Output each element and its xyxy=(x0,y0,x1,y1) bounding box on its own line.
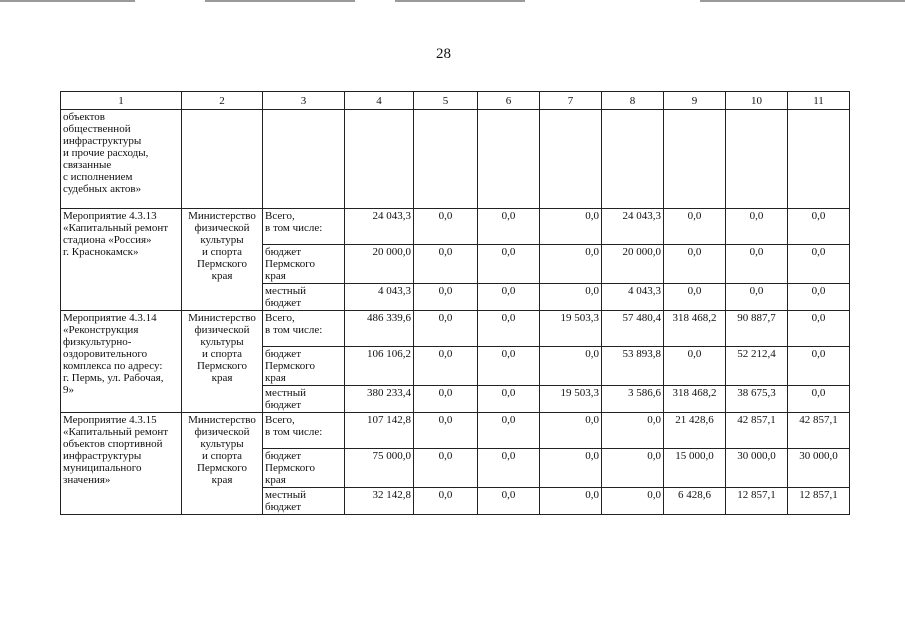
measure-name-cell xyxy=(61,413,182,515)
value-cell: 19 503,3 xyxy=(540,311,602,347)
text-line: оздоровительного xyxy=(63,348,148,360)
scan-edge-line xyxy=(395,0,525,2)
text-line: Всего, xyxy=(265,312,295,324)
value-cell: 0,0 xyxy=(478,311,540,347)
text-line: местный xyxy=(265,489,306,501)
budget-type-cell xyxy=(263,488,345,515)
text-line: Всего, xyxy=(265,210,295,222)
text-line: Всего, xyxy=(265,414,295,426)
value-cell: 0,0 xyxy=(478,284,540,311)
value-cell: 53 893,8 xyxy=(602,347,664,386)
text-line: культуры xyxy=(200,234,244,246)
budget-type-cell xyxy=(263,413,345,449)
text-line: и спорта xyxy=(201,246,243,258)
value-cell: 20 000,0 xyxy=(345,245,414,284)
value-cell: 24 043,3 xyxy=(602,209,664,245)
text-line: инфраструктуры xyxy=(63,135,142,147)
value-cell: 12 857,1 xyxy=(726,488,788,515)
value-cell: 0,0 xyxy=(478,413,540,449)
text-line: и спорта xyxy=(201,450,243,462)
header-cell: 6 xyxy=(478,92,540,110)
empty-cell xyxy=(726,110,788,209)
text-line: объектов спортивной xyxy=(63,438,163,450)
value-cell: 0,0 xyxy=(726,209,788,245)
header-cell: 1 xyxy=(61,92,182,110)
text-line: местный xyxy=(265,387,306,399)
text-line: судебных актов» xyxy=(63,183,142,195)
value-cell: 6 428,6 xyxy=(664,488,726,515)
budget-type-cell xyxy=(263,284,345,311)
text-line: в том числе: xyxy=(265,324,323,336)
text-line: Министерство xyxy=(188,312,256,324)
text-line: бюджет xyxy=(265,348,301,360)
value-cell: 57 480,4 xyxy=(602,311,664,347)
empty-cell xyxy=(414,110,478,209)
value-cell: 0,0 xyxy=(540,245,602,284)
value-cell: 0,0 xyxy=(664,209,726,245)
value-cell: 0,0 xyxy=(602,413,664,449)
text-line: физической xyxy=(194,222,250,234)
empty-cell xyxy=(478,110,540,209)
value-cell: 0,0 xyxy=(414,209,478,245)
value-cell: 318 468,2 xyxy=(664,311,726,347)
value-cell: 0,0 xyxy=(540,284,602,311)
value-cell: 0,0 xyxy=(664,347,726,386)
text-line: в том числе: xyxy=(265,222,323,234)
value-cell: 12 857,1 xyxy=(788,488,850,515)
value-cell: 30 000,0 xyxy=(726,449,788,488)
text-line: объектов xyxy=(63,111,105,123)
text-line: Министерство xyxy=(188,414,256,426)
value-cell: 0,0 xyxy=(414,284,478,311)
value-cell: 38 675,3 xyxy=(726,386,788,413)
text-line: Пермского xyxy=(265,258,316,270)
empty-cell xyxy=(788,110,850,209)
value-cell: 3 586,6 xyxy=(602,386,664,413)
value-cell: 0,0 xyxy=(478,488,540,515)
value-cell: 20 000,0 xyxy=(602,245,664,284)
value-cell: 0,0 xyxy=(414,245,478,284)
measure-name-cell xyxy=(61,311,182,413)
text-line: бюджет xyxy=(265,246,301,258)
value-cell: 0,0 xyxy=(788,284,850,311)
text-line: местный xyxy=(265,285,306,297)
budget-type-cell xyxy=(263,449,345,488)
empty-cell xyxy=(540,110,602,209)
value-cell: 318 468,2 xyxy=(664,386,726,413)
header-cell: 9 xyxy=(664,92,726,110)
header-cell: 10 xyxy=(726,92,788,110)
table-row xyxy=(61,413,850,449)
budget-type-cell xyxy=(263,386,345,413)
text-line: Пермского xyxy=(265,360,316,372)
value-cell: 0,0 xyxy=(788,311,850,347)
value-cell: 4 043,3 xyxy=(602,284,664,311)
table-row xyxy=(61,311,850,347)
value-cell: 0,0 xyxy=(478,386,540,413)
budget-table xyxy=(60,91,850,515)
text-line: края xyxy=(265,474,286,486)
text-line: Пермского xyxy=(265,462,316,474)
value-cell: 0,0 xyxy=(664,245,726,284)
text-line: и прочие расходы, xyxy=(63,147,149,159)
scan-edge-line xyxy=(0,0,135,2)
value-cell: 0,0 xyxy=(788,245,850,284)
value-cell: 0,0 xyxy=(540,413,602,449)
empty-cell xyxy=(664,110,726,209)
value-cell: 0,0 xyxy=(478,209,540,245)
executor-cell xyxy=(182,413,263,515)
value-cell: 0,0 xyxy=(726,284,788,311)
text-line: в том числе: xyxy=(265,426,323,438)
header-cell: 4 xyxy=(345,92,414,110)
continuation-name-cell xyxy=(61,110,182,209)
value-cell: 107 142,8 xyxy=(345,413,414,449)
empty-cell xyxy=(182,110,263,209)
budget-type-cell xyxy=(263,311,345,347)
page-number: 28 xyxy=(436,46,451,62)
header-cell: 8 xyxy=(602,92,664,110)
value-cell: 0,0 xyxy=(414,413,478,449)
text-line: физической xyxy=(194,324,250,336)
text-line: края xyxy=(265,270,286,282)
value-cell: 0,0 xyxy=(726,245,788,284)
value-cell: 42 857,1 xyxy=(726,413,788,449)
text-line: культуры xyxy=(200,438,244,450)
value-cell: 0,0 xyxy=(414,449,478,488)
value-cell: 75 000,0 xyxy=(345,449,414,488)
text-line: бюджет xyxy=(265,399,301,411)
text-line: Пермского xyxy=(196,258,248,270)
text-line: г. Пермь, ул. Рабочая, xyxy=(63,372,164,384)
executor-cell xyxy=(182,209,263,311)
value-cell: 380 233,4 xyxy=(345,386,414,413)
text-line: «Капитальный ремонт xyxy=(63,426,169,438)
text-line: значения» xyxy=(63,474,111,486)
continuation-row xyxy=(61,110,850,209)
text-line: бюджет xyxy=(265,450,301,462)
text-line: края xyxy=(265,372,286,384)
value-cell: 0,0 xyxy=(540,488,602,515)
value-cell: 0,0 xyxy=(788,386,850,413)
header-cell: 3 xyxy=(263,92,345,110)
text-line: 9» xyxy=(63,384,74,396)
text-line: с исполнением xyxy=(63,171,133,183)
budget-type-cell xyxy=(263,347,345,386)
value-cell: 0,0 xyxy=(540,209,602,245)
value-cell: 486 339,6 xyxy=(345,311,414,347)
executor-cell xyxy=(182,311,263,413)
text-line: инфраструктуры xyxy=(63,450,142,462)
text-line: Мероприятие 4.3.13 xyxy=(63,210,157,222)
text-line: бюджет xyxy=(265,297,301,309)
value-cell: 90 887,7 xyxy=(726,311,788,347)
value-cell: 0,0 xyxy=(478,245,540,284)
value-cell: 0,0 xyxy=(414,488,478,515)
text-line: общественной xyxy=(63,123,131,135)
text-line: связанные xyxy=(63,159,112,171)
text-line: Мероприятие 4.3.14 xyxy=(63,312,157,324)
text-line: Министерство xyxy=(188,210,256,222)
table-body xyxy=(61,92,850,515)
scan-edge-line xyxy=(205,0,355,2)
text-line: физкультурно- xyxy=(63,336,132,348)
text-line: края xyxy=(211,474,233,486)
value-cell: 0,0 xyxy=(414,386,478,413)
budget-type-cell xyxy=(263,245,345,284)
scan-edge-line xyxy=(700,0,905,2)
text-line: Пермского xyxy=(196,462,248,474)
header-row xyxy=(61,92,850,110)
text-line: г. Краснокамск» xyxy=(63,246,139,258)
value-cell: 19 503,3 xyxy=(540,386,602,413)
text-line: стадиона «Россия» xyxy=(63,234,152,246)
empty-cell xyxy=(602,110,664,209)
value-cell: 0,0 xyxy=(664,284,726,311)
value-cell: 0,0 xyxy=(540,449,602,488)
text-line: физической xyxy=(194,426,250,438)
value-cell: 15 000,0 xyxy=(664,449,726,488)
value-cell: 52 212,4 xyxy=(726,347,788,386)
header-cell: 5 xyxy=(414,92,478,110)
value-cell: 0,0 xyxy=(602,449,664,488)
table-row xyxy=(61,209,850,245)
budget-type-cell xyxy=(263,209,345,245)
header-cell: 11 xyxy=(788,92,850,110)
text-line: и спорта xyxy=(201,348,243,360)
value-cell: 0,0 xyxy=(478,449,540,488)
value-cell: 0,0 xyxy=(602,488,664,515)
value-cell: 21 428,6 xyxy=(664,413,726,449)
text-line: муниципального xyxy=(63,462,142,474)
value-cell: 0,0 xyxy=(414,311,478,347)
value-cell: 0,0 xyxy=(478,347,540,386)
value-cell: 0,0 xyxy=(788,347,850,386)
text-line: Пермского xyxy=(196,360,248,372)
value-cell: 0,0 xyxy=(414,347,478,386)
text-line: комплекса по адресу: xyxy=(63,360,163,372)
text-line: «Капитальный ремонт xyxy=(63,222,169,234)
text-line: бюджет xyxy=(265,501,301,513)
value-cell: 32 142,8 xyxy=(345,488,414,515)
header-cell: 2 xyxy=(182,92,263,110)
text-line: края xyxy=(211,270,233,282)
value-cell: 4 043,3 xyxy=(345,284,414,311)
value-cell: 30 000,0 xyxy=(788,449,850,488)
header-cell: 7 xyxy=(540,92,602,110)
value-cell: 24 043,3 xyxy=(345,209,414,245)
value-cell: 0,0 xyxy=(788,209,850,245)
measure-name-cell xyxy=(61,209,182,311)
empty-cell xyxy=(345,110,414,209)
text-line: края xyxy=(211,372,233,384)
empty-cell xyxy=(263,110,345,209)
text-line: культуры xyxy=(200,336,244,348)
value-cell: 42 857,1 xyxy=(788,413,850,449)
text-line: «Реконструкция xyxy=(63,324,139,336)
value-cell: 106 106,2 xyxy=(345,347,414,386)
value-cell: 0,0 xyxy=(540,347,602,386)
text-line: Мероприятие 4.3.15 xyxy=(63,414,157,426)
